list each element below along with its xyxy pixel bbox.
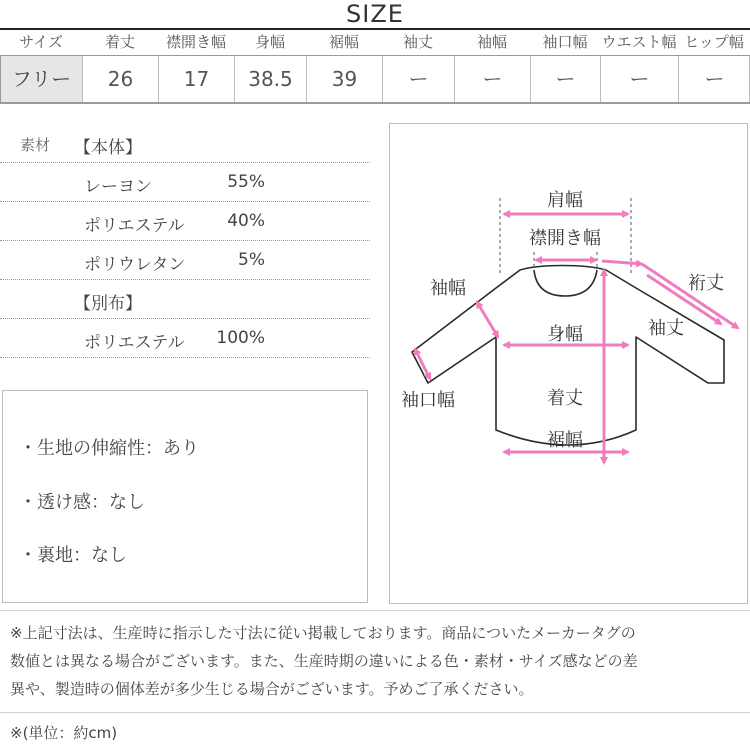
label-sleeve-length: 袖丈 (648, 318, 684, 339)
material-row (0, 320, 370, 358)
property-sheerness: ・透け感：なし (19, 492, 145, 513)
material-sub-heading: 【別布】 (74, 294, 142, 314)
cell-length: 26 (82, 56, 158, 102)
cell-waist-width: ー (600, 56, 678, 102)
label-length: 着丈 (547, 388, 583, 409)
sleeve-width-arrow (477, 302, 498, 337)
material-percent: 100% (216, 328, 265, 348)
material-label: 素材 (20, 136, 51, 154)
page-title: SIZE (346, 0, 404, 28)
header-sleeve-length: 袖丈 (402, 33, 433, 51)
note-line: 異や、製造時の個体差が多少生じる場合がございます。予めご了承ください。 (10, 680, 534, 698)
cell-sleeve-length: ー (382, 56, 454, 102)
material-name: ポリウレタン (84, 255, 186, 275)
material-row (0, 203, 370, 241)
label-yuki: 裄丈 (688, 273, 724, 294)
cell-hem-width: 39 (306, 56, 382, 102)
unit-divider (0, 712, 750, 713)
header-body-width: 身幅 (254, 33, 285, 51)
cell-cuff-width: ー (530, 56, 600, 102)
header-size: サイズ (19, 33, 63, 51)
label-hem: 裾幅 (547, 430, 583, 451)
table-rule-bottom (0, 102, 750, 104)
header-hip-width: ヒップ幅 (684, 33, 744, 51)
material-percent: 55% (227, 172, 265, 192)
property-lining: ・裏地：なし (19, 545, 127, 566)
cuff-arrow (415, 349, 430, 379)
header-waist-width: ウエスト幅 (601, 33, 677, 51)
size-table (0, 30, 750, 104)
header-neck-width: 襟開き幅 (165, 33, 226, 51)
header-hem-width: 裾幅 (328, 33, 359, 51)
property-stretch: ・生地の伸縮性：あり (19, 438, 199, 459)
label-sleeve-width: 袖幅 (430, 278, 466, 299)
cell-hip-width: ー (678, 56, 750, 102)
header-sleeve-width: 袖幅 (476, 33, 507, 51)
label-shoulder: 肩幅 (547, 190, 583, 211)
material-section (0, 125, 370, 360)
notes-divider (0, 610, 750, 611)
cell-neck-width: 17 (158, 56, 234, 102)
cell-body-width: 38.5 (234, 56, 306, 102)
label-neck: 襟開き幅 (529, 228, 601, 249)
material-row (0, 242, 370, 280)
material-row (0, 281, 370, 319)
measurement-diagram (389, 123, 748, 604)
cell-size: フリー (0, 56, 82, 102)
yuki-arrow (602, 261, 642, 264)
label-cuff: 袖口幅 (401, 390, 455, 411)
cell-sleeve-width: ー (454, 56, 530, 102)
unit-note: ※(単位：約cm) (10, 724, 118, 742)
material-name: ポリエステル (84, 333, 185, 353)
material-main-heading: 【本体】 (74, 138, 142, 158)
material-row (0, 125, 370, 163)
material-percent: 5% (238, 250, 265, 270)
label-body-width: 身幅 (547, 324, 583, 345)
material-name: ポリエステル (84, 216, 185, 236)
material-percent: 40% (227, 211, 265, 231)
garment-neckline (534, 270, 597, 296)
note-line: 数値とは異なる場合がございます。また、生産時期の違いによる色・素材・サイズ感などの差 (10, 652, 638, 670)
material-row (0, 164, 370, 202)
fabric-properties-box (2, 390, 368, 603)
header-length: 着丈 (104, 33, 135, 51)
header-cuff-width: 袖口幅 (542, 33, 588, 51)
note-line: ※上記寸法は、生産時に指示した寸法に従い掲載しております。商品についたメーカータグの (10, 624, 636, 642)
material-name: レーヨン (84, 177, 152, 197)
